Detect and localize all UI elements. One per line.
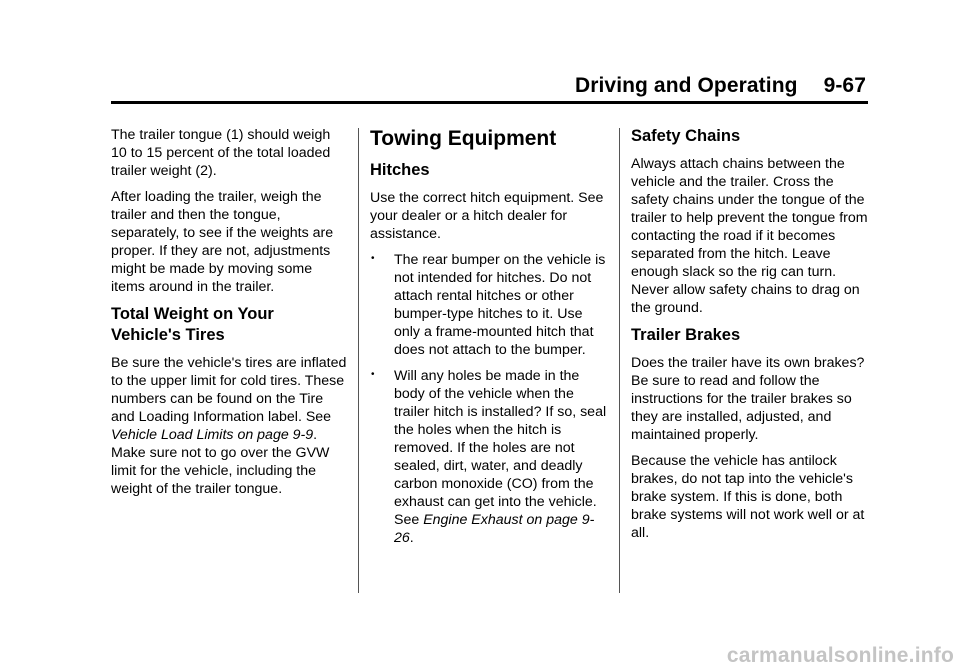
heading-total-weight: Total Weight on Your Vehicle's Tires <box>111 305 274 344</box>
paragraph: Because the vehicle has antilock brakes, do not tap into the vehicle's brake system. If this is done, both brake systems will not work well or at all. <box>631 453 865 541</box>
heading-hitches: Hitches <box>370 161 430 179</box>
paragraph: After loading the trailer, weigh the trailer and then the tongue, separately, to see if the weights are proper. If they are not, adjustments might be made by moving some items around in the trailer. <box>111 189 334 295</box>
cross-reference-link[interactable]: Engine Exhaust on page 9-26 <box>394 512 595 546</box>
bullet-list <box>370 251 610 547</box>
column-2 <box>370 126 610 555</box>
list-item-text: . <box>409 530 414 546</box>
paragraph: Does the trailer have its own brakes? Be sure to read and follow the instructions for the trailer brakes so they are installed, adjusted, and maintained properly. <box>631 355 865 443</box>
paragraph: Always attach chains between the vehicle and the trailer. Cross the safety chains under the tongue of the trailer to help prevent the tongue from contacting the road if it becomes separated from the hitch. Leave enough slack so the rig can turn. Never allow safety chains to drag on the ground. <box>631 156 868 316</box>
list-item-text: The rear bumper on the vehicle is not intended for hitches. Do not attach rental hitches or other bumper-type hitches to it. Use only a frame-mounted hitch that does not attach to the bumper. <box>394 252 606 358</box>
paragraph: The trailer tongue (1) should weigh 10 to 15 percent of the total loaded trailer weight (2). <box>111 127 331 179</box>
paragraph-text: . Make sure not to go over the GVW limit for the vehicle, including the weight of the trailer tongue. <box>111 427 330 497</box>
paragraph: Use the correct hitch equipment. See your dealer or a hitch dealer for assistance. <box>370 190 604 242</box>
section-title: Driving and Operating <box>574 74 798 97</box>
bullet-icon: • <box>371 369 375 380</box>
heading-towing-equipment: Towing Equipment <box>370 127 557 150</box>
paragraph <box>111 354 347 498</box>
list-item-text: Will any holes be made in the body of the vehicle when the trailer hitch is installed? If so, seal the holes when the hitch is removed. If the holes are not sealed, dirt, water, and deadly carbon monoxide (CO) from the exhaust can get into the vehicle. See <box>394 368 607 528</box>
header-rule <box>111 101 868 104</box>
column-1 <box>111 126 347 506</box>
column-3 <box>631 126 871 550</box>
page-number: 9-67 <box>823 74 866 97</box>
bullet-icon: • <box>371 253 375 264</box>
column-divider <box>358 128 359 593</box>
cross-reference-link[interactable]: Vehicle Load Limits on page 9-9 <box>111 427 314 443</box>
watermark-text: carmanualsonline.info <box>726 644 954 667</box>
paragraph-text: Be sure the vehicle's tires are inflated to the upper limit for cold tires. These numbers can be found on the Tire and Loading Information label. See <box>111 355 347 425</box>
column-divider <box>619 128 620 593</box>
list-item <box>370 367 610 547</box>
page-header <box>575 74 866 98</box>
heading-trailer-brakes: Trailer Brakes <box>631 326 741 344</box>
heading-safety-chains: Safety Chains <box>631 127 741 145</box>
list-item <box>370 251 610 359</box>
